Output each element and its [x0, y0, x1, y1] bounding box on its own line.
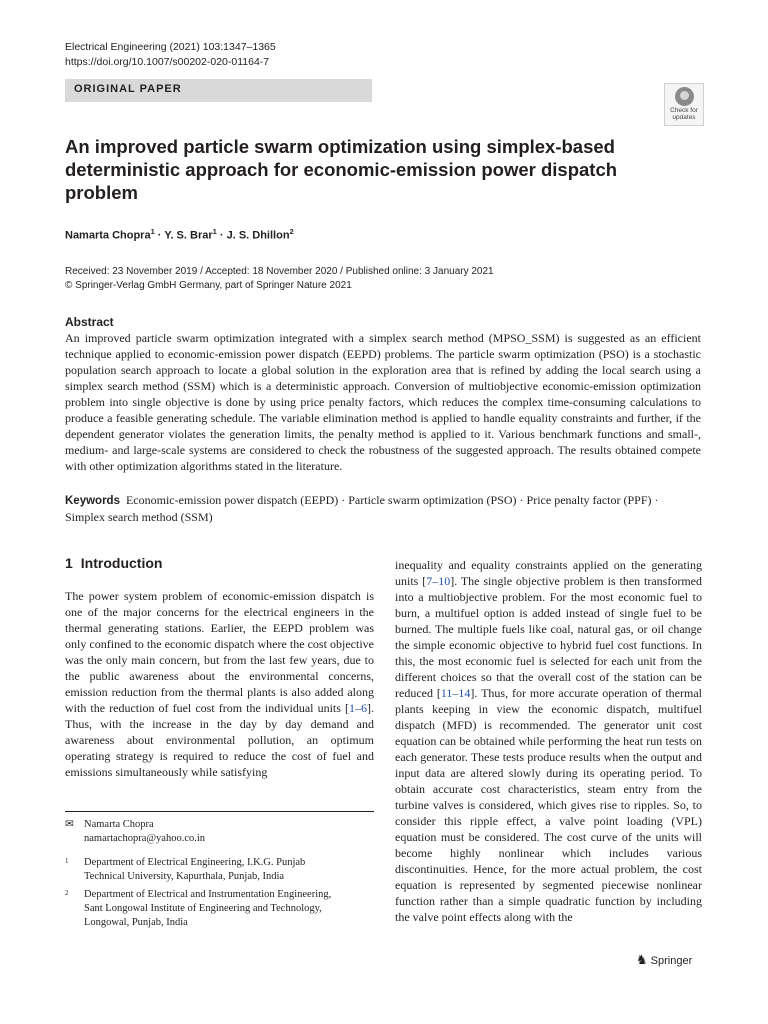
body-text: ]. The single objective problem is then transformed into a multiobjective problem. For the most economic fuel to burn, a multifuel option is added instead of single fuel to be burned. The multiple fuels like coal, natural gas, or oil change the simple economic objective to hybrid fuel cost functions. In this, the most economic fuel is selected for each unit from the different choices so that the overall cost of the station can be reduced [ [395, 574, 702, 700]
author-name[interactable]: Y. S. Brar [164, 229, 213, 242]
doi-link[interactable]: https://doi.org/10.1007/s00202-020-01164-7 [65, 56, 270, 68]
article-title: An improved particle swarm optimization using simplex-based deterministic approach for economic-emission power dispatch problem [65, 136, 618, 203]
footnote-divider [65, 811, 374, 812]
body-text: ]. Thus, for more accurate operation of thermal plants keeping in view the economic dispatch, multifuel dispatch (MFD) is recommended. The generator unit cost equation can be obtained while performing the heat run tests on each generator. These tests produce results when the output and input data are altered slowly during its operating period. To obtain accurate cost characteristics, steam entry from the turbine valves is considered, which gives rise to ripples. So, to consider this ripple effect, a valve point loading (VPL) equation must be considered. The cost curve of the units will become highly nonlinear which includes various discontinuities. Hence, for the more actual problem, the cost equation is represented by segmented piecewise nonlinear function rather than a simple quadratic function by including the valve point effects along with the [395, 686, 702, 924]
author-affiliation-mark: 2 [289, 227, 294, 236]
citation-link[interactable]: 1–6 [349, 701, 367, 715]
corresponding-name: Namarta Chopra [84, 819, 154, 830]
body-text: The power system problem of economic-emission dispatch is one of the major concerns for the electrical engineers in the thermal generating stations. Earlier, the EEPD problem was only confined to the economic dispatch where the cost objective was the only main concern, but from the last few years, due to the public awareness about the environmental concerns, emission reduction from the thermal plants is also added along with the reduction of fuel cost from the individual units [ [65, 589, 374, 715]
affiliation-2 [65, 888, 385, 930]
abstract-text: An improved particle swarm optimization integrated with a simplex search method (MPSO_SSM) is suggested as an efficient technique applied to economic-emission power dispatch (EEPD) problems. The particle swarm optimization (PSO) is a stochastic population search approach to locate a global solution in the exploration area that is refined by adding the local search using a simplex search method (SSM) which is a deterministic approach. Conversion of multiobjective economic-emission optimization problem into single objective is done by using price penalty factors, which reduces the complex time-consuming calculations to produce a feasible generating schedule. The variable elimination method is applied to handle equality constraints and further, if the dependent generator violates the generation limits, the penalty method is applied to it. Various benchmark functions and small-, medium- and large-scale systems are considered to check the robustness of the suggested approach. The results obtained compete with other optimization algorithms stated in the literature. [65, 331, 701, 473]
check-for-updates-badge[interactable] [664, 83, 704, 126]
affiliation-line: Department of Electrical and Instrumentation Engineering, [84, 889, 332, 900]
check-label-2: updates [672, 114, 696, 121]
citation-link[interactable]: 11–14 [440, 686, 471, 700]
envelope-icon: ✉ [65, 819, 74, 830]
section-heading-introduction [65, 555, 162, 571]
section-title: Introduction [80, 555, 163, 571]
keywords-label: Keywords [65, 495, 120, 507]
abstract-heading: Abstract [65, 315, 114, 329]
author-name[interactable]: Namarta Chopra [65, 229, 151, 242]
journal-citation: Electrical Engineering (2021) 103:1347–1365 [65, 41, 276, 53]
journal-header [65, 40, 276, 70]
affiliation-line: Longowal, Punjab, India [84, 917, 188, 928]
author-list [65, 227, 294, 242]
history-dates: Received: 23 November 2019 / Accepted: 18 November 2020 / Published online: 3 January 2021 [65, 266, 494, 277]
check-label-1: Check for [670, 107, 698, 114]
author-affiliation-mark: 1 [212, 227, 217, 236]
author-separator: · [216, 229, 227, 242]
springer-logo-icon: ♞ [636, 952, 648, 967]
body-text: inequality and equality constraints applied on the generating units [ [395, 558, 702, 588]
affiliation-number: 2 [65, 889, 69, 897]
publisher-footer [636, 952, 692, 968]
corresponding-email[interactable]: namartachopra@yahoo.co.in [84, 833, 206, 844]
body-column-left [65, 588, 374, 780]
publication-dates [65, 265, 494, 293]
keywords-text: Economic-emission power dispatch (EEPD) · Particle swarm optimization (PSO) · Price penalty factor (PPF) · Simplex search method (SSM) [65, 493, 659, 524]
affiliation-line: Technical University, Kapurthala, Punjab, India [84, 871, 285, 882]
author-separator: · [154, 229, 165, 242]
section-banner [65, 79, 372, 102]
author-name[interactable]: J. S. Dhillon [226, 229, 290, 242]
body-text: ]. Thus, with the increase in the day by day demand and awareness about environmental pollution, an optimum operating strategy is required to reduce the cost of fuel and emissions simultaneously while satisfying [65, 701, 374, 779]
check-for-updates-icon [675, 87, 694, 106]
section-number: 1 [65, 555, 73, 571]
copyright-line: © Springer-Verlag GmbH Germany, part of Springer Nature 2021 [65, 280, 352, 291]
author-affiliation-mark: 1 [150, 227, 155, 236]
publisher-name: Springer [650, 955, 693, 967]
section-label: ORIGINAL PAPER [74, 83, 182, 95]
affiliation-line: Department of Electrical Engineering, I.K.G. Punjab [84, 857, 306, 868]
citation-link[interactable]: 7–10 [426, 574, 451, 588]
affiliation-line: Sant Longowal Institute of Engineering and Technology, [84, 903, 322, 914]
affiliation-number: 1 [65, 857, 69, 865]
keywords-block [65, 492, 701, 525]
corresponding-author [65, 818, 206, 844]
body-column-right [395, 557, 702, 925]
